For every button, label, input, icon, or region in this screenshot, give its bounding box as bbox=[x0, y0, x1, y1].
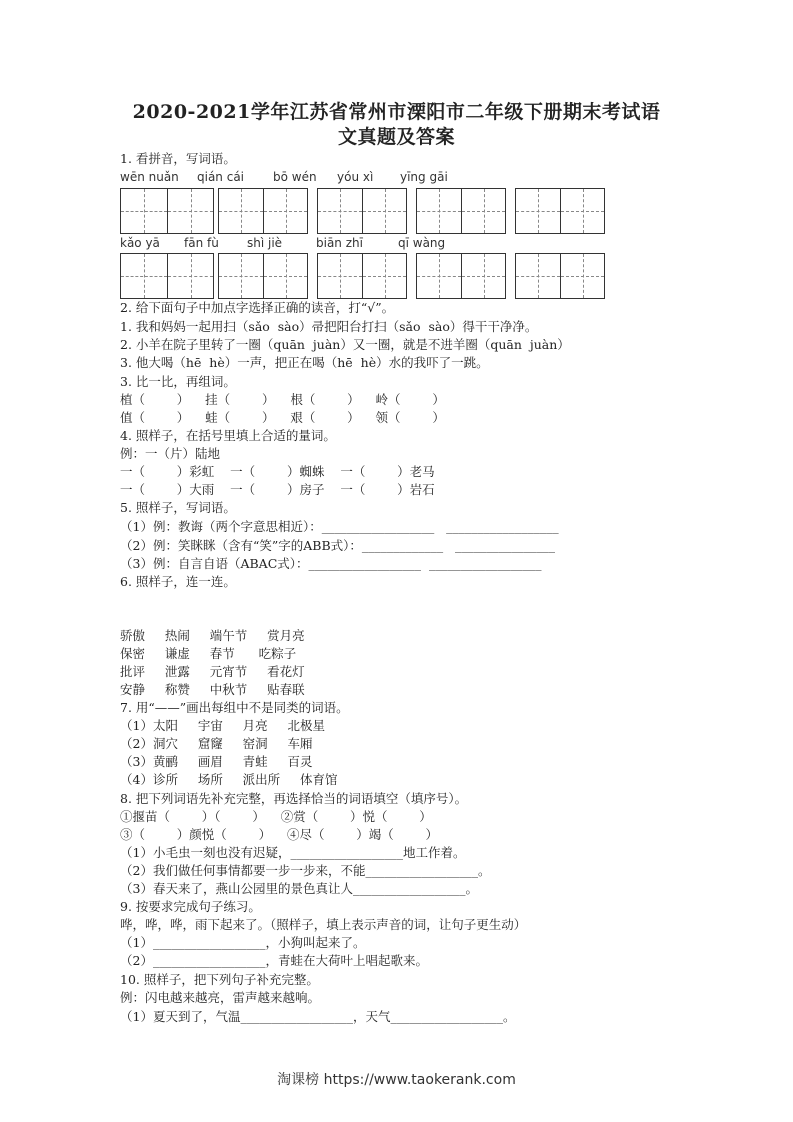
q7-line: （3）黄鹂 画眉 青蛙 百灵 bbox=[120, 754, 313, 769]
writing-grid[interactable] bbox=[416, 253, 506, 299]
q6-line: 骄傲 热闹 端午节 赏月亮 bbox=[120, 628, 305, 643]
q6-line: 保密 谦虚 春节 吃粽子 bbox=[120, 646, 297, 661]
footer-watermark: 淘课榜 https://www.taokerank.com bbox=[277, 1072, 516, 1088]
q3-line: 植（ ） 挂（ ） 根（ ） 岭（ ） bbox=[120, 392, 445, 407]
q6-heading: 6. 照样子，连一连。 bbox=[120, 574, 236, 589]
q2-heading: 2. 给下面句子中加点字选择正确的读音，打“√”。 bbox=[120, 300, 395, 315]
writing-grid[interactable] bbox=[515, 188, 605, 234]
q8-line: ①揠苗（ ）（ ） ②赏（ ）悦（ ） bbox=[120, 809, 432, 824]
q8-line: ③（ ）颜悦（ ） ④尽（ ）竭（ ） bbox=[120, 827, 439, 842]
writing-grid[interactable] bbox=[317, 188, 407, 234]
q3-heading: 3. 比一比，再组词。 bbox=[120, 374, 236, 389]
q8-line: （3）春天来了，燕山公园里的景色真让人__________________。 bbox=[120, 881, 478, 896]
pinyin-label: biān zhī bbox=[316, 236, 363, 250]
q6-line: 批评 泄露 元宵节 看花灯 bbox=[120, 664, 305, 679]
q4-heading: 4. 照样子，在括号里填上合适的量词。 bbox=[120, 428, 336, 443]
pinyin-label: wēn nuǎn bbox=[120, 170, 179, 184]
pinyin-label: fān fù bbox=[184, 236, 219, 250]
pinyin-label: shì jiè bbox=[247, 236, 283, 250]
q7-line: （4）诊所 场所 派出所 体育馆 bbox=[120, 772, 338, 787]
writing-grid[interactable] bbox=[317, 253, 407, 299]
q4-line: 一（ ）彩虹 一（ ）蜘蛛 一（ ）老马 bbox=[120, 464, 435, 479]
q5-heading: 5. 照样子，写词语。 bbox=[120, 500, 236, 515]
q2-line: 2. 小羊在院子里转了一圈（quān juàn）又一圈，就是不进羊圈（quān juàn） bbox=[120, 337, 570, 352]
pinyin-label: kǎo yā bbox=[120, 236, 160, 250]
q5-line: （2）例：笑眯眯（含有“笑”字的ABB式）：_____________ ________________ bbox=[120, 538, 556, 553]
q5-line: （1）例：教诲（两个字意思相近）：__________________ __________________ bbox=[120, 519, 559, 534]
q8-line: （2）我们做任何事情都要一步一步来，不能__________________。 bbox=[120, 863, 491, 878]
q8-line: （1）小毛虫一刻也没有迟疑，__________________地工作着。 bbox=[120, 845, 466, 860]
q2-line: 3. 他大喝（hē hè）一声，把正在喝（hē hè）水的我吓了一跳。 bbox=[120, 355, 489, 370]
writing-grid[interactable] bbox=[120, 188, 214, 234]
q6-line: 安静 称赞 中秋节 贴春联 bbox=[120, 682, 305, 697]
pinyin-label: bō wén bbox=[273, 170, 317, 184]
q9-heading: 9. 按要求完成句子练习。 bbox=[120, 899, 261, 914]
writing-grid[interactable] bbox=[416, 188, 506, 234]
q8-heading: 8. 把下列词语先补充完整，再选择恰当的词语填空（填序号）。 bbox=[120, 791, 468, 806]
q7-line: （1）太阳 宇宙 月亮 北极星 bbox=[120, 718, 326, 733]
pinyin-label: yóu xì bbox=[337, 170, 374, 184]
q7-line: （2）洞穴 窟窿 窑洞 车厢 bbox=[120, 736, 313, 751]
pinyin-label: qī wàng bbox=[398, 236, 446, 250]
q1-heading: 1. 看拼音，写词语。 bbox=[120, 151, 236, 166]
q3-line: 值（ ） 蛙（ ） 艰（ ） 领（ ） bbox=[120, 410, 445, 425]
writing-grid[interactable] bbox=[218, 188, 308, 234]
pinyin-label: qián cái bbox=[197, 170, 245, 184]
q7-heading: 7. 用“——”画出每组中不是同类的词语。 bbox=[120, 700, 349, 715]
q9-line: 哗，哗，哗，雨下起来了。（照样子，填上表示声音的词，让句子更生动） bbox=[120, 917, 527, 932]
q9-line: （2）__________________，青蛙在大荷叶上唱起歌来。 bbox=[120, 953, 428, 968]
writing-grid[interactable] bbox=[218, 253, 308, 299]
q9-line: （1）__________________，小狗叫起来了。 bbox=[120, 935, 366, 950]
writing-grid[interactable] bbox=[120, 253, 214, 299]
pinyin-label: yīng gāi bbox=[400, 170, 448, 184]
writing-grid[interactable] bbox=[515, 253, 605, 299]
document-title-line1: 2020-2021学年江苏省常州市溧阳市二年级下册期末考试语 bbox=[132, 101, 661, 123]
q2-line: 1. 我和妈妈一起用扫（sǎo sào）帚把阳台打扫（sǎo sào）得干干净净。 bbox=[120, 319, 538, 334]
q10-line: 例：闪电越来越亮，雷声越来越响。 bbox=[120, 990, 321, 1005]
document-title-line2: 文真题及答案 bbox=[337, 126, 455, 148]
q10-line: （1）夏天到了，气温__________________，天气__________________。 bbox=[120, 1009, 516, 1024]
q10-heading: 10. 照样子，把下列句子补充完整。 bbox=[120, 972, 319, 987]
q5-line: （3）例：自言自语（ABAC式）：__________________ __________________ bbox=[120, 556, 542, 571]
q4-line: 一（ ）大雨 一（ ）房子 一（ ）岩石 bbox=[120, 482, 435, 497]
q4-line: 例：一（片）陆地 bbox=[120, 446, 221, 461]
